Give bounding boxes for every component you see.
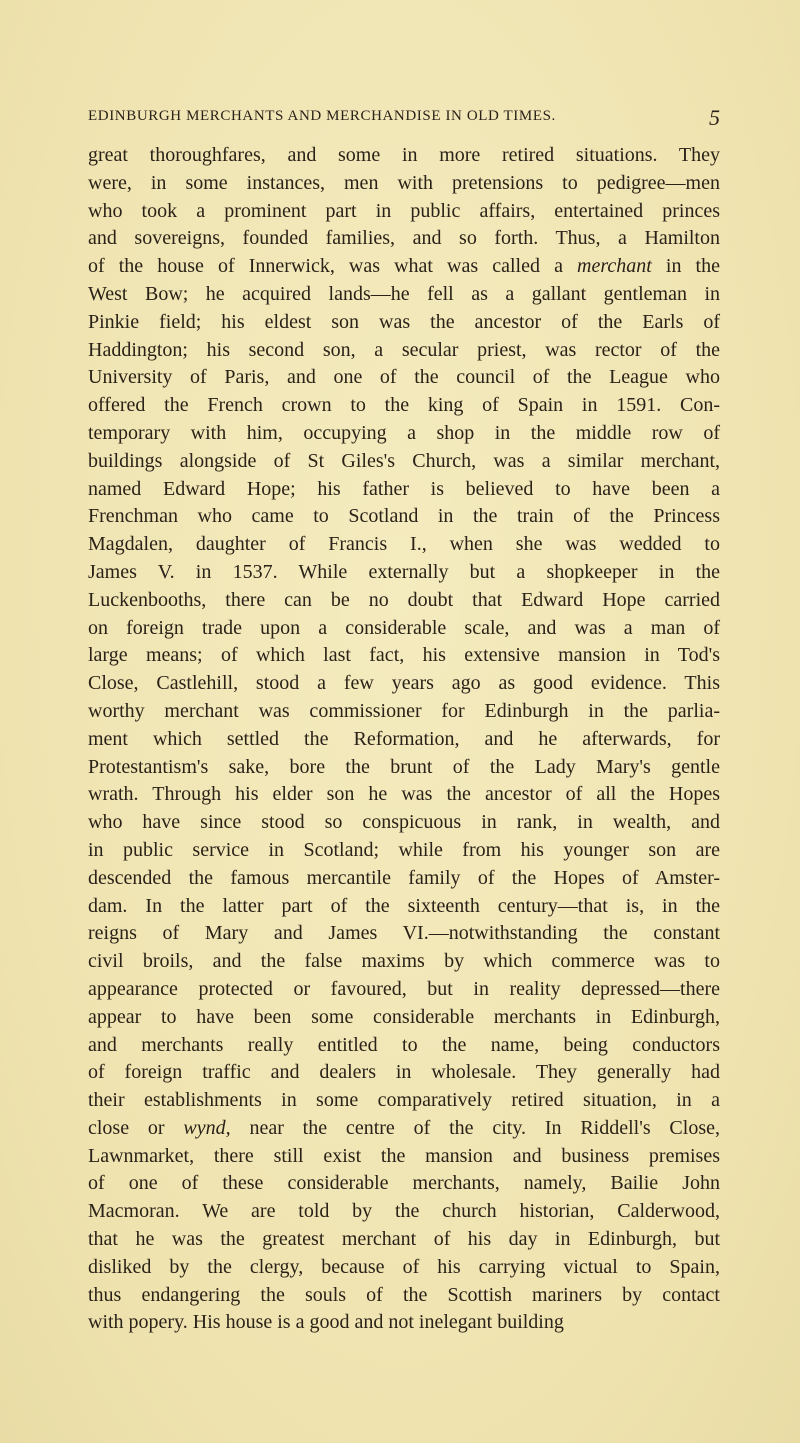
page-header bbox=[88, 105, 720, 132]
text-run: in the bbox=[651, 255, 720, 278]
text-run: near the centre of the city. In Riddell's Close, bbox=[230, 1116, 720, 1139]
text-line: buildings alongside of St Giles's Church, was a similar merchant, bbox=[88, 449, 720, 472]
page-number: 5 bbox=[709, 105, 720, 130]
text-line: University of Paris, and one of the council of the League who bbox=[88, 366, 720, 389]
text-line: and merchants really entitled to the name, being conductors bbox=[88, 1033, 720, 1056]
text-line: wrath. Through his elder son he was the ancestor of all the Hopes bbox=[88, 783, 720, 806]
text-line: reigns of Mary and James VI.—notwithstanding the constant bbox=[88, 922, 720, 945]
text-line bbox=[88, 253, 720, 281]
text-line: Macmoran. We are told by the church historian, Calderwood, bbox=[88, 1200, 720, 1223]
text-line: Magdalen, daughter of Francis I., when she was wedded to bbox=[88, 533, 720, 556]
text-line: worthy merchant was commissioner for Edinburgh in the parlia- bbox=[88, 699, 720, 722]
running-title: EDINBURGH MERCHANTS AND MERCHANDISE IN OLD TIMES. bbox=[88, 108, 556, 124]
text-line: Haddington; his second son, a secular priest, was rector of the bbox=[88, 338, 720, 361]
text-line: Protestantism's sake, bore the brunt of the Lady Mary's gentle bbox=[88, 755, 720, 778]
text-line: large means; of which last fact, his extensive mansion in Tod's bbox=[88, 644, 720, 667]
text-line: were, in some instances, men with pretensions to pedigree—men bbox=[88, 171, 720, 194]
text-line: dam. In the latter part of the sixteenth century—that is, in the bbox=[88, 894, 720, 917]
text-line: who took a prominent part in public affairs, entertained princes bbox=[88, 199, 720, 222]
text-line: James V. in 1537. While externally but a shopkeeper in the bbox=[88, 560, 720, 583]
text-line: civil broils, and the false maxims by which commerce was to bbox=[88, 950, 720, 973]
text-line: offered the French crown to the king of Spain in 1591. Con- bbox=[88, 394, 720, 417]
text-line: Lawnmarket, there still exist the mansion and business premises bbox=[88, 1144, 720, 1167]
body-text bbox=[88, 142, 720, 1337]
text-line: descended the famous mercantile family of the Hopes of Amster- bbox=[88, 866, 720, 889]
text-line: thus endangering the souls of the Scottish mariners by contact bbox=[88, 1283, 720, 1306]
text-line: disliked by the clergy, because of his carrying victual to Spain, bbox=[88, 1255, 720, 1278]
text-line: great thoroughfares, and some in more retired situations. They bbox=[88, 144, 720, 166]
text-line: on foreign trade upon a considerable scale, and was a man of bbox=[88, 616, 720, 639]
text-line: ment which settled the Reformation, and he afterwards, for bbox=[88, 727, 720, 750]
text-line: and sovereigns, founded families, and so forth. Thus, a Hamilton bbox=[88, 227, 720, 250]
text-line: appear to have been some considerable merchants in Edinburgh, bbox=[88, 1005, 720, 1028]
text-line: Pinkie field; his eldest son was the ancestor of the Earls of bbox=[88, 310, 720, 333]
text-line: their establishments in some comparatively retired situation, in a bbox=[88, 1089, 720, 1112]
text-run: of the house of Innerwick, was what was called a bbox=[88, 255, 578, 278]
italic-term-merchant: merchant bbox=[577, 255, 652, 278]
text-line: who have since stood so conspicuous in rank, in wealth, and bbox=[88, 811, 720, 834]
text-line: appearance protected or favoured, but in reality depressed—there bbox=[88, 977, 720, 1000]
text-line: West Bow; he acquired lands—he fell as a gallant gentleman in bbox=[88, 282, 720, 305]
text-line: temporary with him, occupying a shop in the middle row of bbox=[88, 421, 720, 444]
text-run: close or bbox=[88, 1116, 184, 1139]
text-line: Luckenbooths, there can be no doubt that Edward Hope carried bbox=[88, 588, 720, 611]
text-line: with popery. His house is a good and not inelegant building bbox=[88, 1311, 564, 1334]
text-line: of one of these considerable merchants, namely, Bailie John bbox=[88, 1172, 720, 1195]
italic-term-wynd: wynd, bbox=[183, 1116, 231, 1139]
text-line: of foreign traffic and dealers in wholesale. They generally had bbox=[88, 1061, 720, 1084]
text-line: in public service in Scotland; while from his younger son are bbox=[88, 838, 720, 861]
text-line: Frenchman who came to Scotland in the train of the Princess bbox=[88, 505, 720, 528]
text-line: named Edward Hope; his father is believed to have been a bbox=[88, 477, 720, 500]
text-line bbox=[88, 1115, 720, 1143]
text-line: Close, Castlehill, stood a few years ago as good evidence. This bbox=[88, 672, 720, 695]
text-line: that he was the greatest merchant of his day in Edinburgh, but bbox=[88, 1228, 720, 1251]
